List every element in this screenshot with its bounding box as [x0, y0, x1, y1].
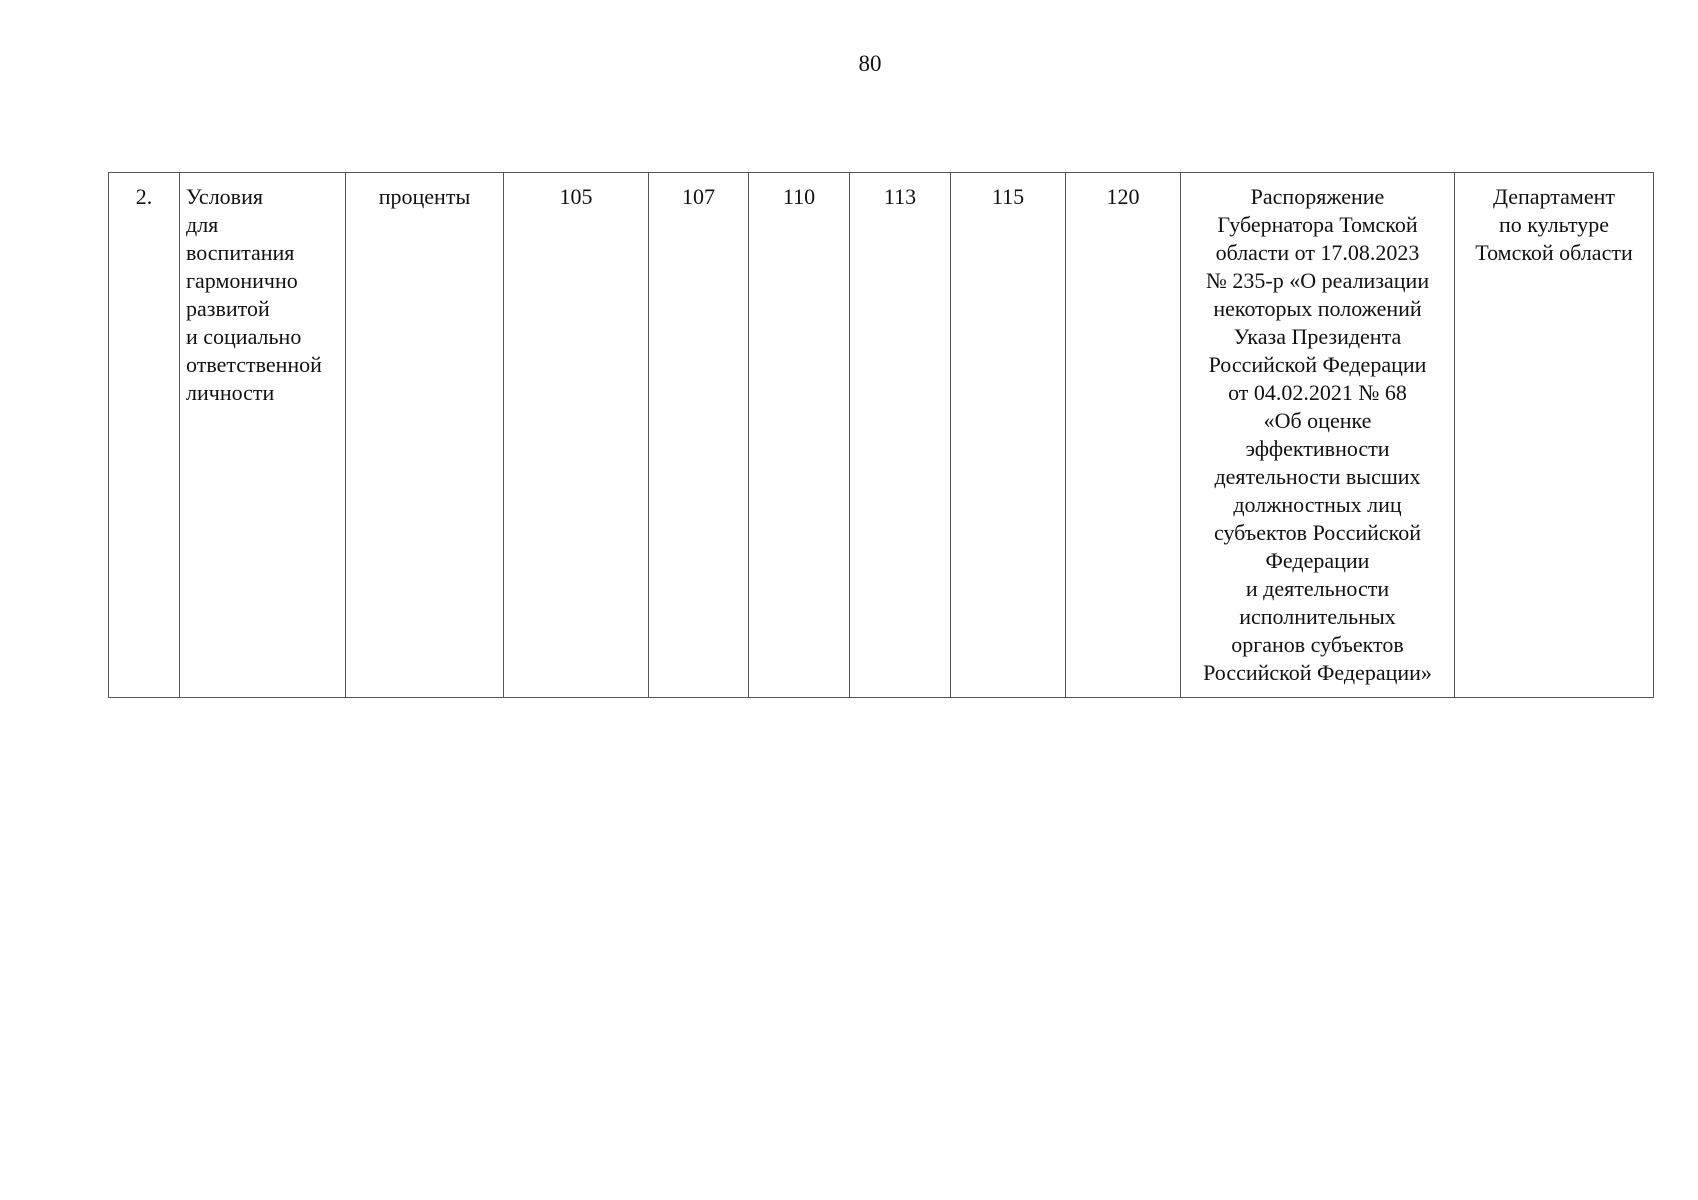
- value-cell: [504, 173, 649, 698]
- indicator-name-line: личности: [186, 380, 275, 405]
- table-row: [109, 173, 1654, 698]
- indicator-name-cell: [180, 173, 346, 698]
- document-line: Российской Федерации: [1208, 352, 1427, 377]
- document-line: и деятельности: [1245, 576, 1390, 601]
- value: 113: [883, 184, 917, 209]
- document-line: деятельности высших: [1214, 464, 1421, 489]
- responsible-line: Департамент: [1492, 184, 1615, 209]
- document-line: Федерации: [1265, 548, 1370, 573]
- value-cell: [749, 173, 850, 698]
- indicator-table: [108, 172, 1654, 698]
- document-line: некоторых положений: [1213, 296, 1422, 321]
- indicator-name-line: и социально: [186, 324, 302, 349]
- value: 120: [1106, 184, 1140, 209]
- value-cell: [1066, 173, 1181, 698]
- document-line: Указа Президента: [1233, 324, 1402, 349]
- row-number-cell: [109, 173, 180, 698]
- unit-cell: [346, 173, 504, 698]
- value: 110: [782, 184, 816, 209]
- document-line: от 04.02.2021 № 68: [1228, 380, 1407, 405]
- document-line: Распоряжение: [1250, 184, 1385, 209]
- value: 105: [559, 184, 593, 209]
- indicator-name-line: Условия: [186, 184, 263, 209]
- document-line: органов субъектов: [1231, 632, 1404, 657]
- value: 107: [682, 184, 715, 209]
- document-line: области от 17.08.2023: [1215, 240, 1420, 265]
- document-line: «Об оценке: [1263, 408, 1372, 433]
- indicator-name-line: ответственной: [186, 352, 322, 377]
- value: 115: [991, 184, 1025, 209]
- document-cell: [1181, 173, 1455, 698]
- document-line: Губернатора Томской: [1217, 212, 1418, 237]
- indicator-name-line: гармонично: [186, 268, 298, 293]
- value-cell: [951, 173, 1066, 698]
- responsible-cell: [1455, 173, 1654, 698]
- value-cell: [850, 173, 951, 698]
- value-cell: [649, 173, 749, 698]
- document-line: исполнительных: [1239, 604, 1396, 629]
- document-line: эффективности: [1245, 436, 1390, 461]
- row-number: 2.: [135, 184, 153, 209]
- document-line: Российской Федерации»: [1203, 660, 1432, 685]
- indicator-name-line: воспитания: [186, 240, 295, 265]
- unit-value: проценты: [378, 184, 471, 209]
- page-number: 80: [858, 51, 882, 76]
- responsible-line: по культуре: [1499, 212, 1609, 237]
- indicator-name-line: для: [186, 212, 219, 237]
- responsible-line: Томской области: [1475, 240, 1633, 265]
- document-line: субъектов Российской: [1213, 520, 1421, 545]
- indicator-name-line: развитой: [186, 296, 270, 321]
- document-line: № 235-р «О реализации: [1205, 268, 1430, 293]
- document-line: должностных лиц: [1233, 492, 1402, 517]
